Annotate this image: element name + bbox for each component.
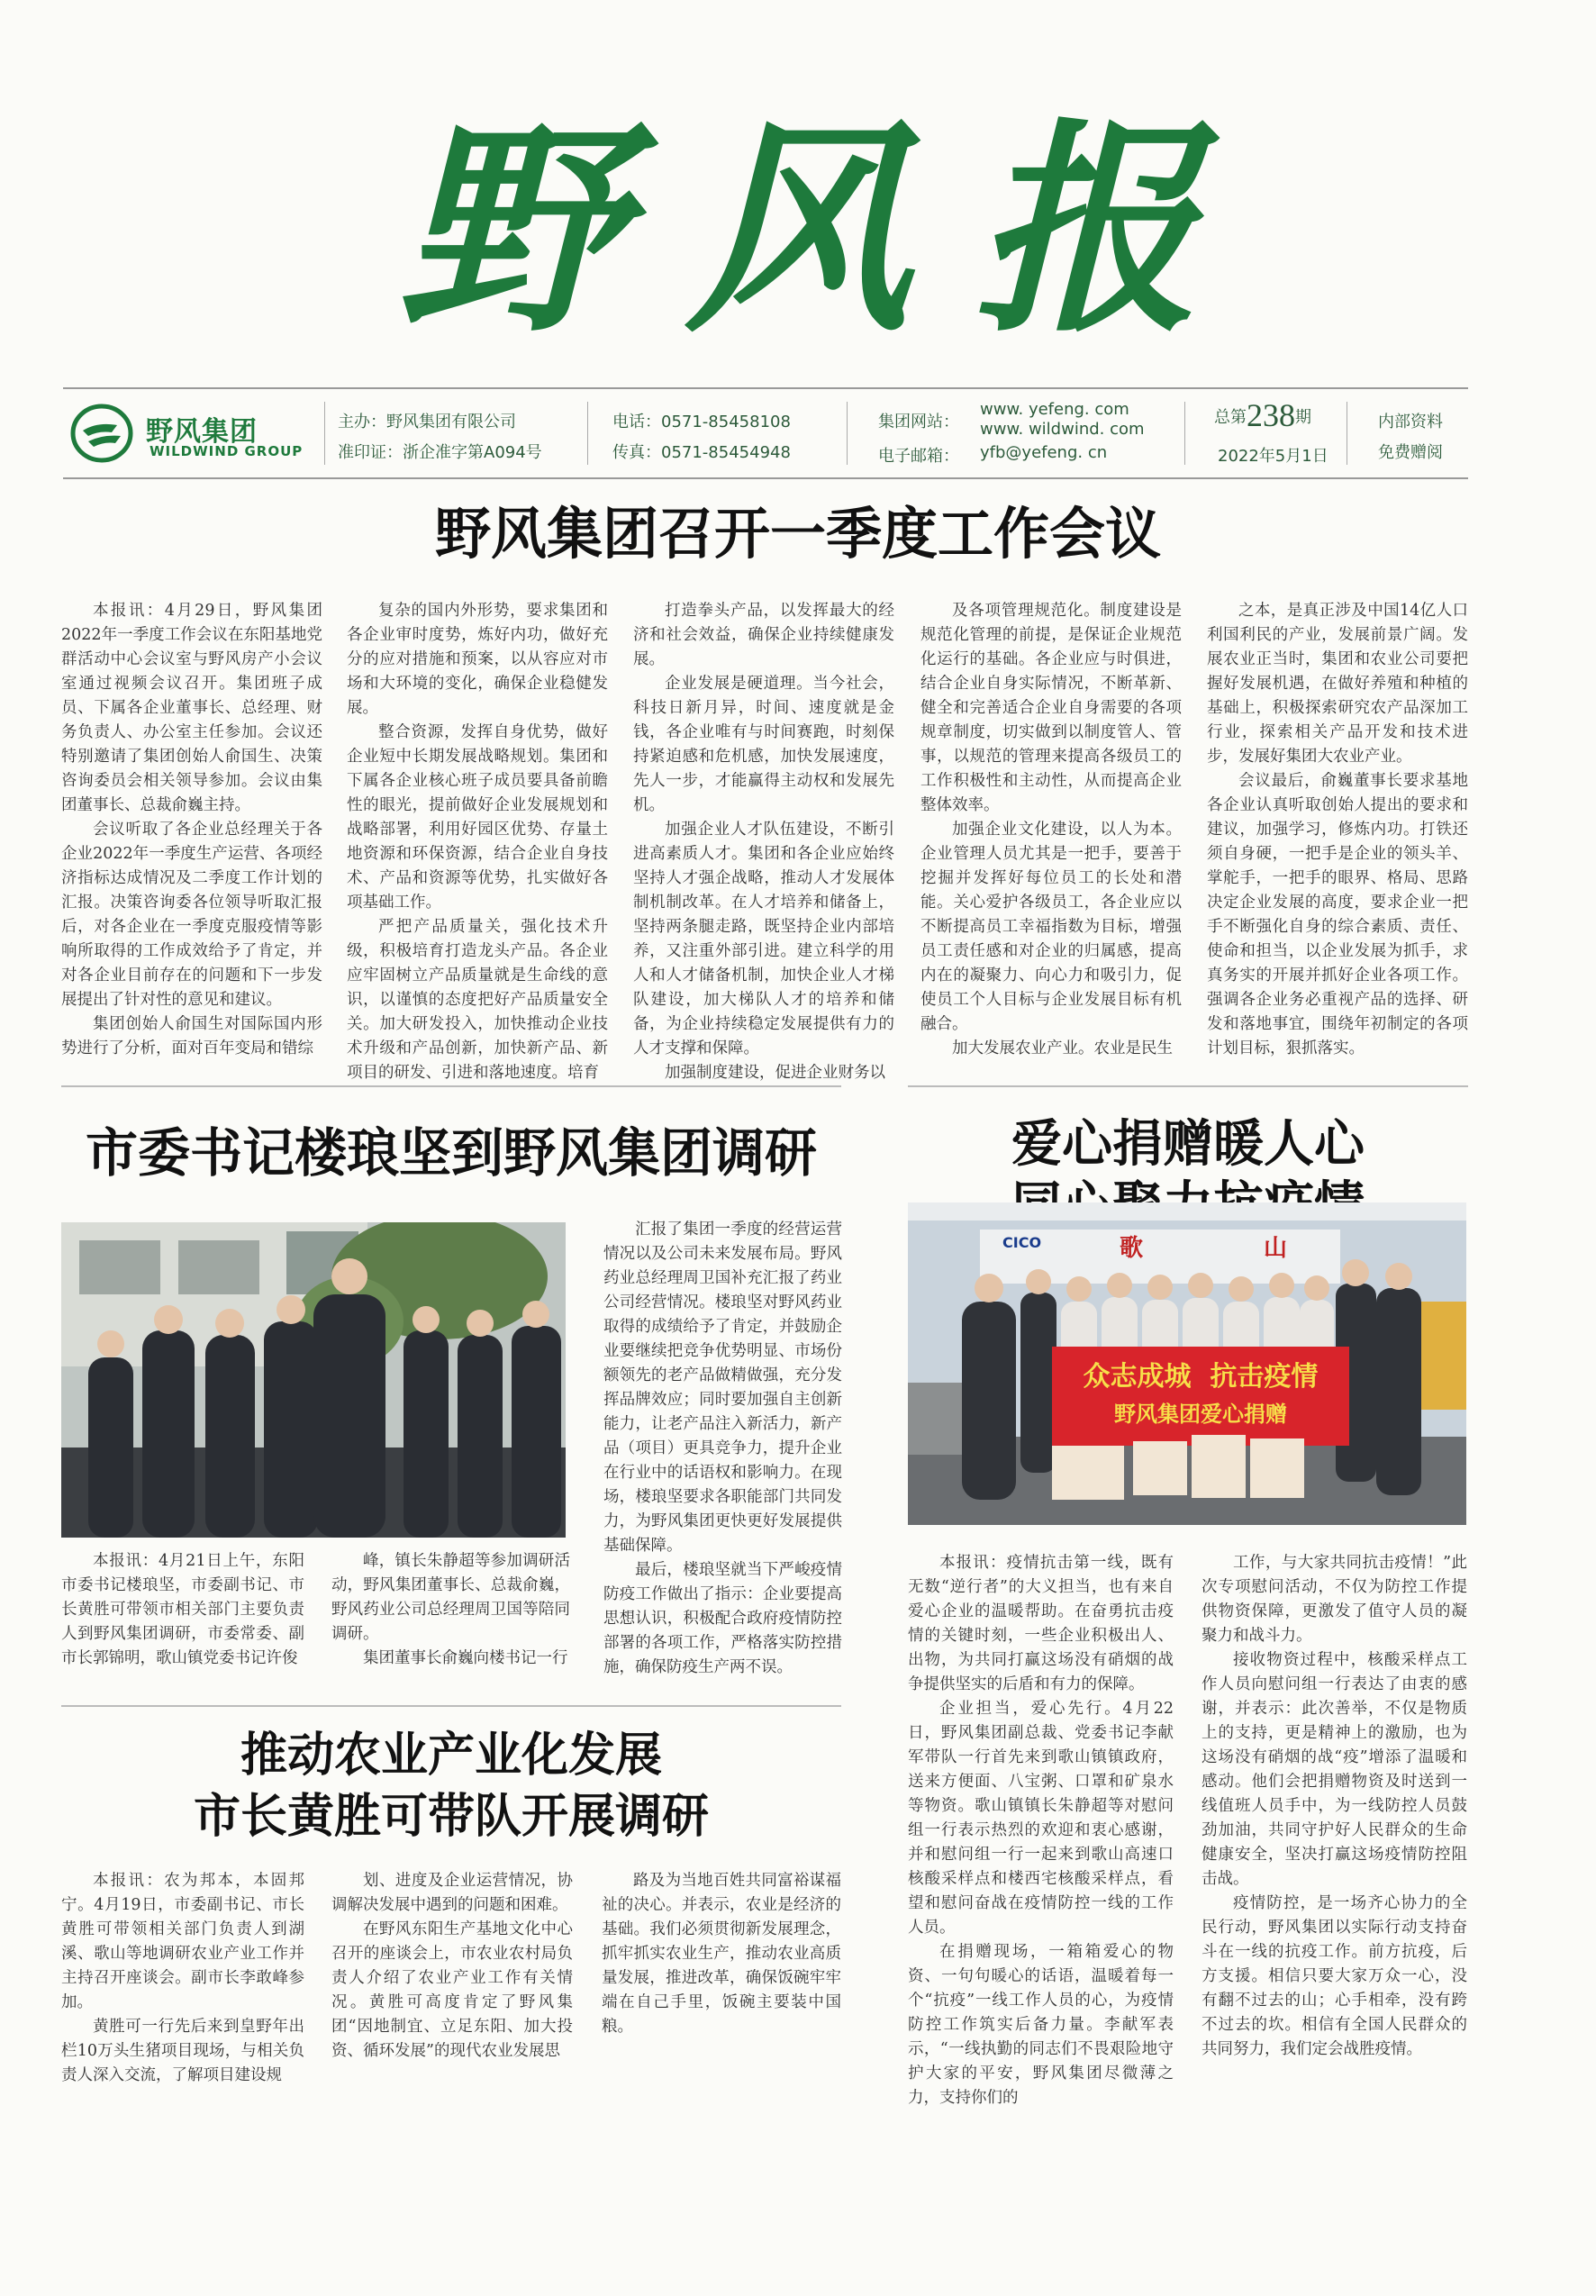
internal-label: 内部资料 <box>1378 413 1443 431</box>
article1-headline: 野风集团召开一季度工作会议 <box>434 501 1161 567</box>
article3-column-2: 划、进度及企业运营情况，协调解决发展中遇到的问题和困难。 在野风东阳生产基地文化中心召开的座谈会上，市农业农村局负责人介绍了农业产业工作有关情况。黄胜可高度肯定了野风集团“因地制宜、立足东阳、加大投资、循环发展”的现代农业发展思 <box>331 1872 573 2060</box>
photo-sign-shan: 山 <box>1264 1235 1288 1262</box>
article4-headline-line1: 爱心捐赠暖人心 <box>1011 1115 1365 1174</box>
issue-date: 2022年5月1日 <box>1218 447 1328 466</box>
photo-banner-line1: 众志成城 抗击疫情 <box>1083 1361 1319 1393</box>
article3-column-1: 本报讯：农为邦本，本固邦宁。4月19日，市委副书记、市长黄胜可带领相关部门负责人到湖溪、歌山等地调研农业产业工作并主持召开座谈会。副市长李敢峰参加。 黄胜可一行先后来到皇野年出栏10万头生猪项目现场，与相关负责人深入交流，了解项目建设规 <box>61 1872 304 2084</box>
article4-photo <box>908 1202 1466 1525</box>
logo-text-en: WILDWIND GROUP <box>150 443 304 459</box>
phone-text: 电话：0571-85458108 <box>612 413 791 431</box>
section-divider <box>908 1085 1468 1087</box>
article2-photo <box>61 1222 566 1538</box>
permit-text: 准印证：浙企准字第A094号 <box>338 443 542 462</box>
site-url-2[interactable]: www. wildwind. com <box>980 420 1145 439</box>
site-label: 集团网站： <box>878 413 959 431</box>
article1-column-5: 之本，是真正涉及中国14亿人口利国利民的产业，发展前景广阔。发展农业正当时，集团和农业公司要把握好发展机遇，在做好养殖和种植的基础上，积极探索研究农产品深加工行业，探索相关产品开发和技术进步，发展好集团大农业产业。 会议最后，俞巍董事长要求基地各企业认真听取创始人提出的要求和建议，加强学习，修炼内功。打铁还须自身硬，一把手是企业的领头羊、掌舵手，一把手的眼界、格局、思路决定企业发展的高度，要求企业一把手不断强化自身的综合素质、责任、使命和担当，以企业发展为抓手，求真务实的开展并抓好企业各项工作。强调各企业务必重视产品的选择、研发和落地事宜，围绕年初制定的各项计划目标，狠抓落实。 <box>1207 602 1468 1057</box>
article4-column-1: 本报讯：疫情抗击第一线，既有无数“逆行者”的大义担当，也有来自爱心企业的温暖帮助。在奋勇抗击疫情的关键时刻，一些企业积极出人、出物，为共同打赢这场没有硝烟的战争提供坚实的后盾和有力的保障。 企业担当，爱心先行。4月22日，野风集团副总裁、党委书记李献军带队一行首先来到歌山镇镇政府，送来方便面、八宝粥、口罩和矿泉水等物资。歌山镇镇长朱静超等对慰问组一行表示热烈的欢迎和衷心感谢，并和慰问组一行一起来到歌山高速口核酸采样点和楼西宅核酸采样点，看望和慰问奋战在疫情防控一线的工作人员。 在捐赠现场，一箱箱爱心的物资、一句句暖心的话语，温暖着每一个“抗疫”一线工作人员的心，为疫情防控工作筑实后备力量。李献军表示，“一线执勤的同志们不畏艰险地守护大家的平安，野风集团尽微薄之力，支持你们的 <box>908 1554 1174 2107</box>
free-label: 免费赠阅 <box>1378 443 1443 462</box>
sponsor-text: 主办：野风集团有限公司 <box>338 413 516 431</box>
masthead-title: 野风报 <box>397 97 1262 362</box>
section-divider <box>61 1085 841 1087</box>
section-divider <box>61 1705 841 1707</box>
mail-label: 电子邮箱： <box>878 447 959 466</box>
article3-column-3: 路及为当地百姓共同富裕谋福祉的决心。并表示，农业是经济的基础。我们必须贯彻新发展理念，抓牢抓实农业生产，推动农业高质量发展，推进改革，确保饭碗牢牢端在自己手里，饭碗主要装中国粮。 <box>602 1872 841 2036</box>
article3-headline-line1: 推动农业产业化发展 <box>240 1729 662 1783</box>
article2-column-3: 汇报了集团一季度的经营运营情况以及公司未来发展布局。野风药业总经理周卫国补充汇报了药业公司经营情况。楼琅坚对野风药业取得的成绩给予了肯定，并鼓励企业要继续把竞争优势明显、市场份额领先的老产品做精做强，充分发挥品牌效应；同时要加强自主创新能力，让老产品注入新活力，新产品（项目）更具竞争力，提升企业在行业中的话语权和影响力。在现场，楼琅坚要求各职能部门共同发力，为野风集团更快更好发展提供基础保障。 最后，楼琅坚就当下严峻疫情防疫工作做出了指示：企业要提高思想认识，积极配合政府疫情防控部署的各项工作，严格落实防控措施，确保防疫生产两不误。 <box>603 1221 842 1676</box>
logo-text-cn: 野风集团 <box>146 416 258 448</box>
mail-address[interactable]: yfb@yefeng. cn <box>980 443 1108 462</box>
research-visit-photo-icon <box>61 1222 566 1538</box>
article3-headline-line2: 市长黄胜可带队开展调研 <box>193 1790 709 1844</box>
issue-number: 总第238期 <box>1214 397 1311 433</box>
article1-column-3: 打造拳头产品，以发挥最大的经济和社会效益，确保企业持续健康发展。 企业发展是硬道理。当今社会，科技日新月异，时间、速度就是金钱，各企业唯有与时间赛跑，时刻保持紧迫感和危机感，加快发展速度，先人一步，才能赢得主动权和发展先机。 加强企业人才队伍建设，不断引进高素质人才。集团和各企业应始终坚持人才强企战略，推动人才发展体制机制改革。在人才培养和储备上，坚持两条腿走路，既坚持企业内部培养，又注重外部引进。建立科学的用人和人才储备机制，加快企业人才梯队建设，加大梯队人才的培养和储备，为企业持续稳定发展提供有力的人才支撑和保障。 加强制度建设，促进企业财务以 <box>633 602 894 1082</box>
article1-column-1: 本报讯：4月29日，野风集团2022年一季度工作会议在东阳基地党群活动中心会议室与野风房产小会议室通过视频会议召开。集团班子成员、下属各企业董事长、总经理、财务负责人、办公室主任参加。会议还特别邀请了集团创始人俞国生、决策咨询委员会相关领导参加。会议由集团董事长、总裁俞巍主持。 会议听取了各企业总经理关于各企业2022年一季度生产运营、各项经济指标达成情况及二季度工作计划的汇报。决策咨询委各位领导听取汇报后，对各企业在一季度克服疫情等影响所取得的工作成效给予了肯定，并对各企业目前存在的问题和下一步发展提出了针对性的意见和建议。 集团创始人俞国生对国际国内形势进行了分析，面对百年变局和错综 <box>61 602 322 1057</box>
article1-column-4: 及各项管理规范化。制度建设是规范化管理的前提，是保证企业规范化运行的基础。各企业应与时俱进，结合企业自身实际情况，不断革新、健全和完善适合企业自身需要的各项规章制度，切实做到以制度管人、管事，以规范的管理来提高各级员工的工作积极性和主动性，从而提高企业整体效率。 加强企业文化建设，以人为本。企业管理人员尤其是一把手，要善于挖掘并发挥好每位员工的长处和潜能。关心爱护各级员工，各企业应以不断提高员工幸福指数为目标，增强员工责任感和对企业的归属感，提高内在的凝聚力、向心力和吸引力，促使员工个人目标与企业发展目标有机融合。 加大发展农业产业。农业是民生 <box>920 602 1182 1057</box>
info-bar <box>63 387 1468 479</box>
issue-number-value: 238 <box>1247 397 1295 433</box>
article2-column-1: 本报讯：4月21日上午，东阳市委书记楼琅坚，市委副书记、市长黄胜可带领市相关部门主要负责人到野风集团调研，市委常委、副市长郭锦明，歌山镇党委书记许俊 <box>61 1552 304 1667</box>
article2-headline: 市委书记楼琅坚到野风集团调研 <box>85 1122 817 1184</box>
article4-column-2: 工作，与大家共同抗击疫情！”此次专项慰问活动，不仅为防控工作提供物资保障，更激发了值守人员的凝聚力和战斗力。 接收物资过程中，核酸采样点工作人员向慰问组一行表达了由衷的感谢，并表示：此次善举，不仅是物质上的支持，更是精神上的激励，也为这场没有硝烟的战“疫”增添了温暖和感动。他们会把捐赠物资及时送到一线值班人员手中，为一线防控人员鼓劲加油，共同守护好人民群众的生命健康安全，坚决打赢这场疫情防控阻击战。 疫情防控，是一场齐心协力的全民行动，野风集团以实际行动支持奋斗在一线的抗疫工作。前方抗疫，后方支援。相信只要大家万众一心，没有翻不过去的山；心手相牵，没有跨不过去的坎。相信有全国人民群众的共同努力，我们定会战胜疫情。 <box>1202 1554 1467 2058</box>
wildwind-logo-icon <box>70 404 133 463</box>
photo-sign-ge: 歌 <box>1120 1235 1144 1262</box>
photo-banner-line2: 野风集团爱心捐赠 <box>1114 1402 1287 1427</box>
group-logo <box>70 402 322 465</box>
site-url-1[interactable]: www. yefeng. com <box>980 400 1129 419</box>
article2-column-2: 峰，镇长朱静超等参加调研活动，野风集团董事长、总裁俞巍，野风药业公司总经理周卫国等陪同调研。 集团董事长俞巍向楼书记一行 <box>331 1552 570 1667</box>
fax-text: 传真：0571-85454948 <box>612 443 791 462</box>
photo-sign-cico: CICO <box>1002 1234 1042 1251</box>
article1-column-2: 复杂的国内外形势，要求集团和各企业审时度势，炼好内功，做好充分的应对措施和预案，以从容应对市场和大环境的变化，确保企业稳健发展。 整合资源，发挥自身优势，做好企业短中长期发展战略规划。集团和下属各企业核心班子成员要具备前瞻性的眼光，提前做好企业发展规划和战略部署，利用好园区优势、存量土地资源和环保资源，结合企业自身技术、产品和资源等优势，扎实做好各项基础工作。 严把产品质量关，强化技术升级，积极培育打造龙头产品。各企业应牢固树立产品质量就是生命线的意识，以谨慎的态度把好产品质量安全关。加大研发投入，加快推动企业技术升级和产品创新，加快新产品、新项目的研发、引进和落地速度。培育 <box>347 602 608 1082</box>
